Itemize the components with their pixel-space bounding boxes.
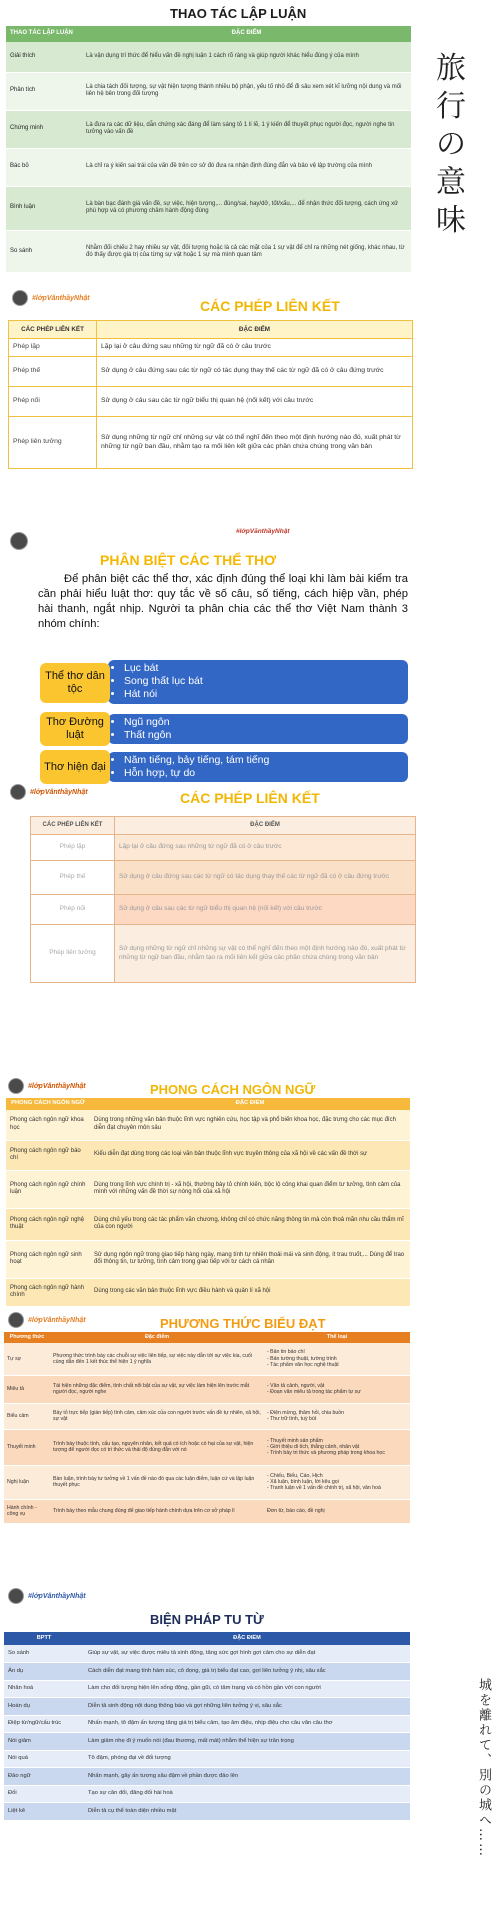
tu-tu-table — [4, 1632, 410, 1821]
phong-cach-table — [6, 1098, 410, 1307]
table-row — [6, 1240, 410, 1278]
row-desc: Sử dụng ở câu sau các từ ngữ biểu thị quan hệ (nối kết) với câu trước — [97, 387, 413, 417]
section-bien-phap-tu-tu — [0, 1584, 501, 1920]
row-label: Thuyết minh — [4, 1429, 50, 1465]
row-label: Nghị luận — [4, 1465, 50, 1499]
table-row — [4, 1465, 410, 1499]
lien-ket-table — [8, 320, 413, 469]
avatar — [8, 1312, 24, 1328]
table-row — [4, 1733, 410, 1751]
hashtag: #lớpVănthầyNhật — [28, 1316, 86, 1324]
row-desc: Dùng chủ yếu trong các tác phẩm văn chương, không chỉ có chức năng thông tin mà còn thoả mãn nhu cầu thẩm mĩ của con người — [90, 1208, 410, 1240]
japanese-calligraphy: 旅行の意味 — [436, 51, 468, 238]
list-item: • Song thất lục bát — [124, 675, 408, 688]
table-header: PHONG CÁCH NGÔN NGỮ — [6, 1098, 90, 1110]
row-label: Bình luận — [6, 186, 82, 230]
section-title: CÁC PHÉP LIÊN KẾT — [180, 790, 320, 806]
row-desc: Sử dụng ở câu sau các từ ngữ biểu thị quan hệ (nối kết) với câu trước — [115, 895, 416, 925]
japanese-vertical-text: 城を離れて、別の城へ…… — [476, 1678, 491, 1858]
row-genre: Đơn từ, báo cáo, đề nghị — [264, 1499, 410, 1523]
table-row — [4, 1499, 410, 1523]
row-desc: Kiểu diễn đạt dùng trong các loại văn bản thuộc lĩnh vực truyền thông của xã hội về các vấn đề thời sự — [90, 1140, 410, 1170]
row-label: Phong cách ngôn ngữ khoa học — [6, 1110, 90, 1140]
table-row — [4, 1663, 410, 1681]
row-genre: - Văn tả cảnh, người, vật - Đoạn văn miêu tả trong tác phẩm tự sự — [264, 1375, 410, 1403]
table-header: ĐẶC ĐIỂM — [115, 817, 416, 835]
row-label: Phép nối — [9, 387, 97, 417]
table-row — [4, 1403, 410, 1429]
table-row — [31, 861, 416, 895]
table-header: CÁC PHÉP LIÊN KẾT — [31, 817, 115, 835]
hashtag: #lớpVănthầyNhật — [28, 1082, 86, 1090]
row-label: Phong cách ngôn ngữ sinh hoạt — [6, 1240, 90, 1278]
row-desc: Trình bày theo mẫu chung đúng để giao tiếp hành chính dựa trên cơ sở pháp lí — [50, 1499, 264, 1523]
row-label: Phép thế — [31, 861, 115, 895]
intro-paragraph: Để phân biệt các thể thơ, xác định đúng thể loại khi làm bài kiểm tra cần phải hiểu luật thơ: quy tắc về số câu, số tiếng, cách hiệp vần, phép hài thanh, ngắt nhịp. Người ta phân chia các thể thơ Việt Nam thành 3 nhóm chính: — [38, 573, 408, 630]
hashtag: #lớpVănthầyNhật — [32, 294, 90, 302]
row-desc: Tạo sự cân đối, đăng đối hài hoà — [84, 1785, 410, 1803]
row-desc: Nhằm đối chiếu 2 hay nhiều sự vật, đối tượng hoặc là cả các mặt của 1 sự vật để chỉ ra những nét giống, khác nhau, từ đó thấy được giá trị của từng sự vật hoặc 1 sự mà mình quan tâm — [82, 230, 411, 272]
row-desc: Sử dụng những từ ngữ chỉ những sự vật có thể nghĩ đến theo một định hướng nào đó, xuất phát từ những từ ngữ ban đầu, nhằm tạo ra mối liên kết giữa các phần chứa chúng trong văn bản — [97, 417, 413, 469]
row-desc: Là chỉ ra ý kiến sai trái của vấn đề trên cơ sở đó đưa ra nhận định đúng đắn và bảo vệ lập trường của mình — [82, 148, 411, 186]
row-label: Phân tích — [6, 72, 82, 110]
row-label: Phong cách ngôn ngữ chính luận — [6, 1170, 90, 1208]
section-thao-tac-lap-luan — [0, 0, 501, 272]
row-label: Tự sự — [4, 1343, 50, 1375]
row-genre: - Điện mừng, thăm hỏi, chia buồn - Thư trữ tình, tuỳ bút — [264, 1403, 410, 1429]
list-item: • Lục bát — [124, 662, 408, 675]
table-row — [4, 1375, 410, 1403]
table-header: ĐẶC ĐIỂM — [84, 1632, 410, 1645]
section-title: PHONG CÁCH NGÔN NGỮ — [150, 1082, 316, 1097]
row-label: Đối — [4, 1785, 84, 1803]
table-row — [9, 417, 413, 469]
group-name: Thơ Đường luật — [40, 712, 110, 746]
section-phong-cach-ngon-ngu — [0, 1070, 501, 1310]
list-item: • Thất ngôn — [124, 729, 408, 742]
table-row — [9, 357, 413, 387]
thao-tac-table — [6, 26, 411, 272]
list-item: • Ngũ ngôn — [124, 716, 408, 729]
table-row — [31, 925, 416, 983]
table-row — [4, 1698, 410, 1716]
row-desc: Là bàn bạc đánh giá vấn đề, sự việc, hiện tượng,... đúng/sai, hay/dở, tốt/xấu,... để nhận thức đối tượng, cách ứng xử phù hợp và có phương châm hành động đúng — [82, 186, 411, 230]
table-row — [4, 1768, 410, 1786]
row-desc: Diễn tả cụ thể toàn diện nhiều mặt — [84, 1803, 410, 1821]
row-label: Phong cách ngôn ngữ nghệ thuật — [6, 1208, 90, 1240]
table-row — [6, 186, 411, 230]
hashtag-badge — [10, 784, 88, 800]
row-label: Điệp từ/ngữ/cấu trúc — [4, 1715, 84, 1733]
row-label: Bác bỏ — [6, 148, 82, 186]
table-row — [6, 1278, 410, 1306]
table-row — [6, 1110, 410, 1140]
row-label: Phép nối — [31, 895, 115, 925]
row-desc: Dùng trong những văn bản thuộc lĩnh vực nghiên cứu, học tập và phổ biến khoa học, đặc trưng cho các mục đích diễn đạt chuyên môn sâu — [90, 1110, 410, 1140]
row-desc: Bàn luận, trình bày tư tưởng về 1 vấn đề nào đó qua các luận điểm, luận cứ và lập luận thuyết phục — [50, 1465, 264, 1499]
row-desc: Dùng trong lĩnh vực chính trị - xã hội, thường bày tỏ chính kiến, bộc lộ công khai quan điểm tư tưởng, tình cảm của mình với những vấn đề thời sự nóng hổi của xã hội — [90, 1170, 410, 1208]
table-row — [6, 1170, 410, 1208]
row-label: Phép thế — [9, 357, 97, 387]
row-label: Ẩn dụ — [4, 1663, 84, 1681]
table-header: ĐẶC ĐIỂM — [97, 321, 413, 339]
row-label: Nhân hoá — [4, 1680, 84, 1698]
table-row — [4, 1715, 410, 1733]
table-row — [4, 1803, 410, 1821]
avatar — [10, 532, 28, 550]
table-header: Phương thức — [4, 1332, 50, 1343]
row-desc: Sử dụng ở câu đứng sau các từ ngữ có tác dụng thay thế các từ ngữ đã có ở câu đứng trước — [115, 861, 416, 895]
hashtag-badge — [8, 1078, 86, 1094]
hashtag-badge — [8, 1588, 86, 1604]
phuong-thuc-table — [4, 1332, 410, 1524]
row-label: Miêu tả — [4, 1375, 50, 1403]
row-desc: Làm giảm nhẹ đi ý muốn nói (đau thương, mất mát) nhằm thể hiện sự trân trọng — [84, 1733, 410, 1751]
table-header: THAO TÁC LẬP LUẬN — [6, 26, 82, 42]
row-label: Nói quá — [4, 1750, 84, 1768]
row-desc: Phương thức trình bày các chuỗi sự việc liên tiếp, sự việc này dẫn tới sự việc kia, cuối cùng dẫn đến 1 kết thúc thể hiện 1 ý nghĩa — [50, 1343, 264, 1375]
section-title: BIỆN PHÁP TU TỪ — [150, 1612, 264, 1627]
row-desc: Sử dụng ở câu đứng sau các từ ngữ có tác dụng thay thế các từ ngữ đã có ở câu đứng trước — [97, 357, 413, 387]
table-row — [31, 895, 416, 925]
row-desc: Là đưa ra các dữ liệu, dẫn chứng xác đáng để làm sáng tỏ 1 lí lẽ, 1 ý kiến để thuyết phục người đọc, người nghe tin tưởng vào vấn đề — [82, 110, 411, 148]
table-row — [6, 42, 411, 72]
lien-ket-table-2 — [30, 816, 416, 983]
row-label: So sánh — [6, 230, 82, 272]
row-genre: - Bản tin báo chí - Bản tường thuật, tường trình - Tác phẩm văn học nghệ thuật — [264, 1343, 410, 1375]
hashtag: #lớpVănthầyNhật — [28, 1592, 86, 1600]
row-desc: Sử dụng những từ ngữ chỉ những sự vật có thể nghĩ đến theo một định hướng nào đó, xuất phát từ những từ ngữ ban đầu, nhằm tạo ra mối liên kết giữa các phần chứa chúng trong văn bản — [115, 925, 416, 983]
row-desc: Sử dụng ngôn ngữ trong giao tiếp hàng ngày, mang tính tự nhiên thoải mái và sinh động, ít trau truốt,... Dùng để trao đổi thông tin, tư tưởng, tình cảm trong giao tiếp với tư cách cá nhân — [90, 1240, 410, 1278]
row-label: Phép lặp — [9, 339, 97, 357]
row-label: Phép lặp — [31, 835, 115, 861]
group-name: Thể thơ dân tộc — [40, 663, 110, 703]
section-title: PHƯƠNG THỨC BIỂU ĐẠT — [160, 1316, 326, 1331]
row-label: Chứng minh — [6, 110, 82, 148]
row-desc: Tô đậm, phóng đại về đối tượng — [84, 1750, 410, 1768]
hashtag-badge — [8, 1312, 86, 1328]
row-label: Phong cách ngôn ngữ hành chính — [6, 1278, 90, 1306]
hashtag: #lớpVănthầyNhật — [30, 788, 88, 796]
section-phuong-thuc-bieu-dat — [0, 1304, 501, 1574]
row-label: Hành chính - công vụ — [4, 1499, 50, 1523]
hashtag-badge — [12, 290, 90, 306]
row-desc: Là vận dụng trí thức để hiểu vấn đề nghị luận 1 cách rõ ràng và giúp người khác hiểu đúng ý của mình — [82, 42, 411, 72]
section-cac-phep-lien-ket — [0, 272, 501, 472]
row-label: Biểu cảm — [4, 1403, 50, 1429]
section-title: CÁC PHÉP LIÊN KẾT — [200, 298, 340, 314]
group-items — [108, 752, 408, 782]
list-item: • Năm tiếng, bảy tiếng, tám tiếng — [124, 754, 408, 767]
avatar — [8, 1078, 24, 1094]
row-desc: Nhấn mạnh, tô đậm ấn tượng tăng giá trị biểu cảm, tạo âm điệu, nhịp điệu cho câu văn câu thơ — [84, 1715, 410, 1733]
group-name: Thơ hiện đại — [40, 750, 110, 784]
table-row — [4, 1750, 410, 1768]
avatar — [10, 784, 26, 800]
table-row — [4, 1429, 410, 1465]
row-desc: Là chia tách đối tượng, sự vật hiện tượng thành nhiều bộ phận, yếu tố nhỏ để đi sâu xem xét kĩ lưỡng nội dung và mối liên hệ bên trong đối tượng — [82, 72, 411, 110]
table-header: Đặc điểm — [50, 1332, 264, 1343]
row-desc: Cách diễn đạt mang tính hàm súc, cô đọng, giá trị biểu đạt cao, gợi liên tưởng ý nhị, sâu sắc — [84, 1663, 410, 1681]
table-row — [6, 110, 411, 148]
row-label: Đảo ngữ — [4, 1768, 84, 1786]
row-label: Nói giảm — [4, 1733, 84, 1751]
row-desc: Bày tỏ trực tiếp (gián tiếp) tình cảm, cảm xúc của con người trước vấn đề tự nhiên, xã hội, sự vật — [50, 1403, 264, 1429]
section-the-tho — [0, 520, 501, 760]
row-desc: Làm cho đối tượng hiện lên sống động, gần gũi, có tâm trạng và có hồn gần với con người — [84, 1680, 410, 1698]
row-label: So sánh — [4, 1645, 84, 1663]
table-header: Thể loại — [264, 1332, 410, 1343]
row-desc: Tái hiện những đặc điểm, tính chất nổi bật của sự vật, sự việc làm hiện lên trước mắt người đọc, người nghe — [50, 1375, 264, 1403]
row-genre: - Thuyết minh sản phẩm - Giới thiệu di tích, thắng cảnh, nhân vật - Trình bày tri thức và phương pháp trong khoa học — [264, 1429, 410, 1465]
section-title: THAO TÁC LẬP LUẬN — [170, 6, 307, 21]
table-row — [9, 339, 413, 357]
table-row — [6, 1208, 410, 1240]
row-desc: Nhấn mạnh, gây ấn tượng sâu đậm về phần được đảo lên — [84, 1768, 410, 1786]
table-row — [4, 1645, 410, 1663]
table-row — [6, 72, 411, 110]
table-row — [6, 230, 411, 272]
row-label: Phép liên tưởng — [9, 417, 97, 469]
lien-ket-table-2-wrap — [0, 816, 501, 1001]
row-desc: Giúp sự vật, sự việc được miêu tả sinh động, tăng sức gợi hình gợi cảm cho sự diễn đạt — [84, 1645, 410, 1663]
table-row — [4, 1680, 410, 1698]
list-item: • Hỗn hợp, tự do — [124, 767, 408, 780]
row-label: Phép liên tưởng — [31, 925, 115, 983]
table-row — [4, 1785, 410, 1803]
table-row — [6, 148, 411, 186]
avatar — [12, 290, 28, 306]
table-row — [31, 835, 416, 861]
table-header: BPTT — [4, 1632, 84, 1645]
group-items — [108, 660, 408, 704]
row-genre: - Chiếu, Biểu, Cáo, Hịch - Xã luận, bình luận, lời kêu gọi - Tranh luận về 1 vấn đề chính trị, xã hội, văn hoá — [264, 1465, 410, 1499]
row-desc: Lặp lại ở câu đứng sau những từ ngữ đã có ở câu trước — [97, 339, 413, 357]
hashtag: #lớpVănthầyNhật — [236, 528, 290, 535]
row-label: Liệt kê — [4, 1803, 84, 1821]
section-title: PHÂN BIỆT CÁC THỂ THƠ — [100, 552, 277, 568]
list-item: • Hát nói — [124, 688, 408, 701]
row-desc: Lặp lại ở câu đứng sau những từ ngữ đã có ở câu trước — [115, 835, 416, 861]
table-row — [6, 1140, 410, 1170]
row-desc: Diễn tả sinh động nội dung thông báo và gợi những liên tưởng ý vị, sâu sắc — [84, 1698, 410, 1716]
row-label: Hoán dụ — [4, 1698, 84, 1716]
row-label: Phong cách ngôn ngữ báo chí — [6, 1140, 90, 1170]
group-items — [108, 714, 408, 744]
table-header: ĐẶC ĐIỂM — [82, 26, 411, 42]
table-row — [4, 1343, 410, 1375]
row-label: Giải thích — [6, 42, 82, 72]
table-row — [9, 387, 413, 417]
row-desc: Dùng trong các văn bản thuộc lĩnh vực điều hành và quản lí xã hội — [90, 1278, 410, 1306]
table-header: CÁC PHÉP LIÊN KẾT — [9, 321, 97, 339]
table-header: ĐẶC ĐIỂM — [90, 1098, 410, 1110]
row-desc: Trình bày thuộc tính, cấu tạo, nguyên nhân, kết quả có ích hoặc có hại của sự vật, hiện tượng để người đọc có tri thức và thái độ đúng đắn với nó — [50, 1429, 264, 1465]
avatar — [8, 1588, 24, 1604]
